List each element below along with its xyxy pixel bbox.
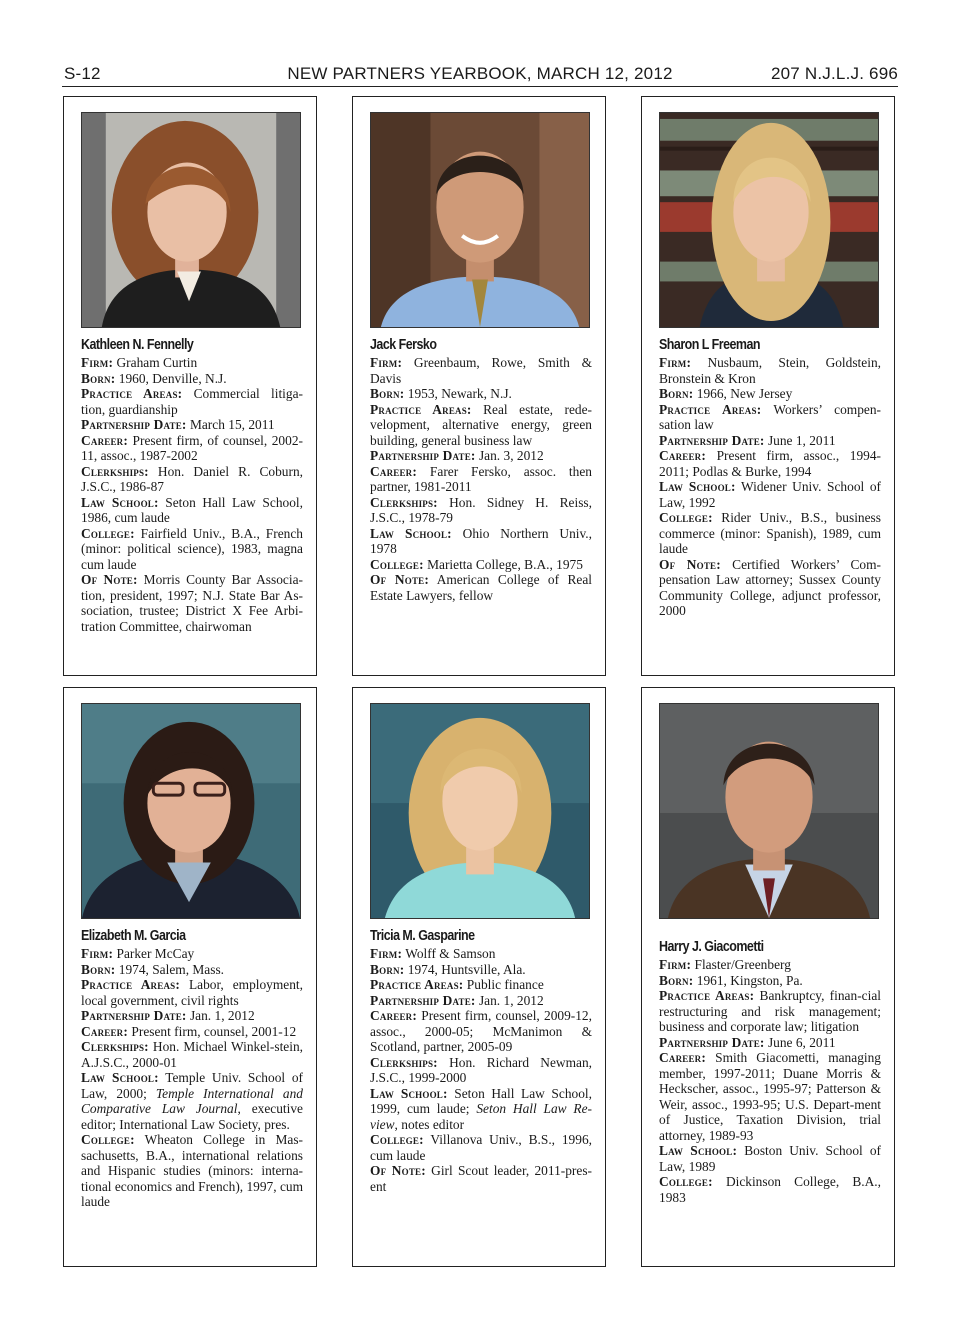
career-entry	[370, 1008, 592, 1055]
born-value: 1974, Huntsville, Ala.	[407, 961, 526, 977]
law-school-value: Seton Hall Law School, 1999, cum laude;	[370, 1085, 592, 1116]
college-label: College:	[659, 1174, 713, 1189]
clerkships-entry	[370, 1055, 592, 1086]
firm-label: Firm:	[370, 355, 403, 370]
profile-card	[63, 96, 317, 676]
portrait-photo	[370, 112, 590, 328]
clerkships-value: Hon. Daniel R. Coburn, J.S.C., 1986-87	[81, 463, 303, 494]
profile-name: Harry J. Giacometti	[659, 939, 764, 955]
practice-entry	[370, 402, 592, 449]
career-entry	[81, 433, 303, 464]
page-number: S-12	[64, 64, 101, 83]
portrait-photo	[370, 703, 590, 919]
firm-label: Firm:	[81, 946, 114, 961]
profile-bio	[659, 337, 881, 619]
law-school-entry	[81, 1070, 303, 1132]
college-entry	[81, 1132, 303, 1210]
partnership-value: Jan. 1, 2012	[189, 1008, 255, 1023]
born-value: 1966, New Jersey	[696, 386, 793, 401]
firm-value: Flaster/Greenberg	[694, 957, 791, 972]
partnership-entry	[370, 993, 592, 1009]
clerkships-value: Hon. Sidney H. Reiss, J.S.C., 1978-79	[370, 494, 592, 525]
profile-card	[352, 96, 606, 676]
firm-value: Graham Curtin	[116, 355, 198, 370]
born-entry	[370, 386, 592, 402]
practice-entry	[81, 386, 303, 417]
clerkships-entry	[81, 464, 303, 495]
practice-value: Real estate, rede-velopment, alternative energy, green building, general business law	[370, 401, 592, 448]
practice-value: Public finance	[466, 977, 544, 992]
firm-entry	[659, 355, 881, 386]
college-label: College:	[370, 556, 424, 572]
college-value: Rider Univ., B.S., business commerce (minor: Spanish), 1989, cum laude	[659, 510, 881, 556]
career-value: Farer Fersko, assoc. then partner, 1981-2011	[370, 463, 592, 494]
clerkships-value: Hon. Michael Winkel-stein, A.J.S.C., 2000-01	[81, 1039, 303, 1070]
partnership-entry	[370, 448, 592, 464]
born-label: Born:	[659, 386, 694, 401]
of-note-value: Girl Scout leader, 2011-pres-ent	[370, 1163, 592, 1194]
clerkships-entry	[370, 495, 592, 526]
law-school-label: Law School:	[81, 1070, 159, 1085]
career-label: Career:	[659, 1050, 707, 1065]
law-school-entry	[659, 479, 881, 510]
profile-name: Jack Fersko	[370, 337, 437, 353]
college-label: College:	[370, 1132, 424, 1147]
law-school-entry	[370, 526, 592, 557]
profile-name: Tricia M. Gasparine	[370, 928, 475, 944]
of-note-value: Certified Workers’ Com-pensation Law attorney; Sussex County Community College, adjunct professor, 2000	[659, 556, 881, 618]
partnership-label: Partnership Date:	[81, 417, 187, 432]
practice-value: Labor, employment, local government, civil rights	[81, 977, 303, 1008]
profile-bio	[370, 337, 592, 603]
partnership-value: March 15, 2011	[189, 417, 275, 432]
law-school-label: Law School:	[370, 1085, 448, 1101]
born-label: Born:	[659, 972, 694, 988]
profile-bio	[81, 337, 303, 634]
firm-label: Firm:	[370, 946, 403, 961]
clerkships-label: Clerkships:	[81, 1039, 149, 1054]
career-label: Career:	[81, 432, 129, 448]
of-note-entry	[659, 557, 881, 619]
born-value: 1960, Denville, N.J.	[118, 370, 227, 386]
portrait-photo	[81, 112, 301, 328]
college-label: College:	[659, 510, 713, 525]
firm-label: Firm:	[81, 355, 114, 370]
career-label: Career:	[81, 1023, 129, 1039]
profile-bio	[81, 928, 303, 1210]
career-label: Career:	[659, 448, 707, 463]
career-value: Present firm, counsel, 2001-12	[131, 1023, 297, 1039]
law-school-value: Boston Univ. School of Law, 1989	[659, 1143, 881, 1174]
profile-card	[641, 687, 895, 1267]
college-value: Marietta College, B.A., 1975	[427, 556, 583, 572]
partnership-label: Partnership Date:	[370, 992, 476, 1008]
career-value: Present firm, counsel, 2009-12, assoc., 2000-05; McManimon & Scotland, partner, 2005-09	[370, 1008, 592, 1054]
clerkships-label: Clerkships:	[370, 494, 438, 510]
page-header	[62, 62, 898, 86]
born-entry	[659, 973, 881, 989]
practice-entry	[659, 988, 881, 1035]
law-school-label: Law School:	[81, 494, 159, 510]
college-value: Fairfield Univ., B.A., French (minor: political science), 1983, magna cum laude	[81, 525, 303, 572]
firm-entry	[81, 355, 303, 371]
law-school-label: Law School:	[370, 525, 452, 541]
firm-value: Greenbaum, Rowe, Smith & Davis	[370, 355, 592, 386]
law-school-note: , executive editor; International Law Society, pres.	[81, 1101, 303, 1132]
born-label: Born:	[370, 961, 405, 977]
college-entry	[370, 1132, 592, 1163]
partnership-value: Jan. 3, 2012	[478, 448, 544, 463]
career-label: Career:	[370, 463, 418, 479]
career-entry	[659, 448, 881, 479]
clerkships-label: Clerkships:	[81, 463, 149, 479]
born-value: 1961, Kingston, Pa.	[696, 972, 803, 988]
partnership-entry	[81, 1008, 303, 1024]
college-value: Dickinson College, B.A., 1983	[659, 1174, 881, 1205]
college-entry	[659, 1174, 881, 1205]
of-note-entry	[370, 1163, 592, 1194]
partnership-label: Partnership Date:	[370, 448, 476, 463]
firm-entry	[370, 355, 592, 386]
partnership-entry	[81, 417, 303, 433]
college-label: College:	[81, 525, 135, 541]
journal-title: Seton Hall Law Re-view	[370, 1101, 592, 1132]
partnership-label: Partnership Date:	[659, 432, 765, 448]
career-entry	[81, 1024, 303, 1040]
journal-title: Temple International and Comparative Law Journal	[81, 1085, 303, 1116]
law-school-label: Law School:	[659, 479, 736, 494]
college-entry	[81, 526, 303, 573]
clerkships-label: Clerkships:	[370, 1054, 438, 1070]
profile-name: Elizabeth M. Garcia	[81, 928, 186, 944]
born-label: Born:	[370, 386, 405, 401]
header-rule	[62, 86, 898, 87]
law-school-value: Ohio Northern Univ., 1978	[370, 525, 592, 556]
law-school-entry	[81, 495, 303, 526]
firm-entry	[81, 946, 303, 962]
partnership-entry	[659, 1035, 881, 1051]
practice-value: Bankruptcy, finan-cial restructuring and risk management; business and corporate law; litigation	[659, 988, 881, 1034]
portrait-photo	[81, 703, 301, 919]
born-value: 1974, Salem, Mass.	[118, 961, 225, 977]
clerkships-entry	[81, 1039, 303, 1070]
practice-label: Practice Areas:	[81, 977, 181, 992]
practice-label: Practice Areas:	[81, 386, 183, 401]
career-label: Career:	[370, 1008, 418, 1023]
career-value: Smith Giacometti, managing member, 1997-2011; Duane Morris & Heckscher, assoc., 1995-97; Patterson & Weir, assoc., 1993-95; U.S. Depart-ment of Justice, Taxation Division, trial attorney, 1989-93	[659, 1050, 881, 1143]
career-value: Present firm, assoc., 1994-2011; Podlas & Burke, 1994	[659, 448, 881, 479]
profile-name: Sharon L Freeman	[659, 337, 761, 353]
profile-card	[641, 96, 895, 676]
profile-bio	[659, 939, 881, 1205]
college-entry	[370, 557, 592, 573]
of-note-entry	[81, 572, 303, 634]
firm-label: Firm:	[659, 957, 692, 972]
practice-entry	[659, 402, 881, 433]
firm-value: Parker McCay	[116, 946, 195, 961]
of-note-value: American College of Real Estate Lawyers, fellow	[370, 572, 593, 603]
career-value: Present firm, of counsel, 2002-11, assoc., 1987-2002	[81, 432, 303, 463]
college-value: Wheaton College in Mas-sachusetts, B.A., international relations and Hispanic studies (minors: interna-tional economics and French), 1997, cum laude	[81, 1132, 304, 1209]
practice-label: Practice Areas:	[659, 401, 762, 417]
partnership-label: Partnership Date:	[81, 1008, 187, 1023]
law-school-value: Widener Univ. School of Law, 1992	[659, 479, 881, 510]
law-school-note: , notes editor	[394, 1116, 465, 1132]
of-note-label: Of Note:	[81, 572, 138, 587]
practice-entry	[81, 977, 303, 1008]
partnership-value: June 1, 2011	[767, 432, 836, 448]
partnership-value: Jan. 1, 2012	[478, 992, 544, 1008]
practice-value: Commercial litiga-tion, guardianship	[81, 386, 303, 417]
firm-label: Firm:	[659, 355, 692, 370]
firm-entry	[370, 946, 592, 962]
partnership-value: June 6, 2011	[767, 1034, 836, 1050]
college-value: Villanova Univ., B.S., 1996, cum laude	[370, 1132, 592, 1163]
career-entry	[370, 464, 592, 495]
of-note-value: Morris County Bar Associa-tion, president, 1997; N.J. State Bar As-sociation, trustee; District X Fee Arbi-tration Committee, chairwoman	[81, 572, 303, 634]
clerkships-value: Hon. Richard Newman, J.S.C., 1999-2000	[370, 1054, 592, 1085]
firm-value: Nusbaum, Stein, Goldstein, Bronstein & Kron	[659, 355, 881, 386]
born-entry	[81, 962, 303, 978]
born-entry	[81, 371, 303, 387]
portrait-photo	[659, 703, 879, 919]
partnership-entry	[659, 433, 881, 449]
law-school-entry	[659, 1143, 881, 1174]
law-school-entry	[370, 1086, 592, 1133]
citation: 207 N.J.L.J. 696	[771, 64, 898, 83]
college-label: College:	[81, 1132, 135, 1147]
born-label: Born:	[81, 961, 116, 977]
practice-value: Workers’ compen-sation law	[659, 401, 881, 432]
practice-label: Practice Areas:	[659, 988, 755, 1003]
firm-entry	[659, 957, 881, 973]
law-school-label: Law School:	[659, 1143, 738, 1158]
of-note-label: Of Note:	[370, 1163, 426, 1178]
profile-bio	[370, 928, 592, 1194]
born-entry	[659, 386, 881, 402]
born-entry	[370, 962, 592, 978]
publication-title: NEW PARTNERS YEARBOOK, MARCH 12, 2012	[287, 64, 673, 83]
partnership-label: Partnership Date:	[659, 1034, 765, 1050]
law-school-value: Temple Univ. School of Law, 2000;	[81, 1070, 303, 1101]
born-label: Born:	[81, 370, 116, 386]
career-entry	[659, 1050, 881, 1143]
law-school-value: Seton Hall Law School, 1986, cum laude	[81, 494, 303, 525]
portrait-photo	[659, 112, 879, 328]
profile-card	[63, 687, 317, 1267]
of-note-entry	[370, 572, 592, 603]
firm-value: Wolff & Samson	[405, 946, 496, 961]
born-value: 1953, Newark, N.J.	[407, 386, 512, 401]
practice-label: Practice Areas:	[370, 401, 472, 417]
profile-name: Kathleen N. Fennelly	[81, 337, 194, 353]
college-entry	[659, 510, 881, 557]
profile-card	[352, 687, 606, 1267]
of-note-label: Of Note:	[659, 556, 721, 572]
practice-label: Practice Areas:	[370, 977, 464, 992]
of-note-label: Of Note:	[370, 572, 430, 587]
practice-entry	[370, 977, 592, 993]
